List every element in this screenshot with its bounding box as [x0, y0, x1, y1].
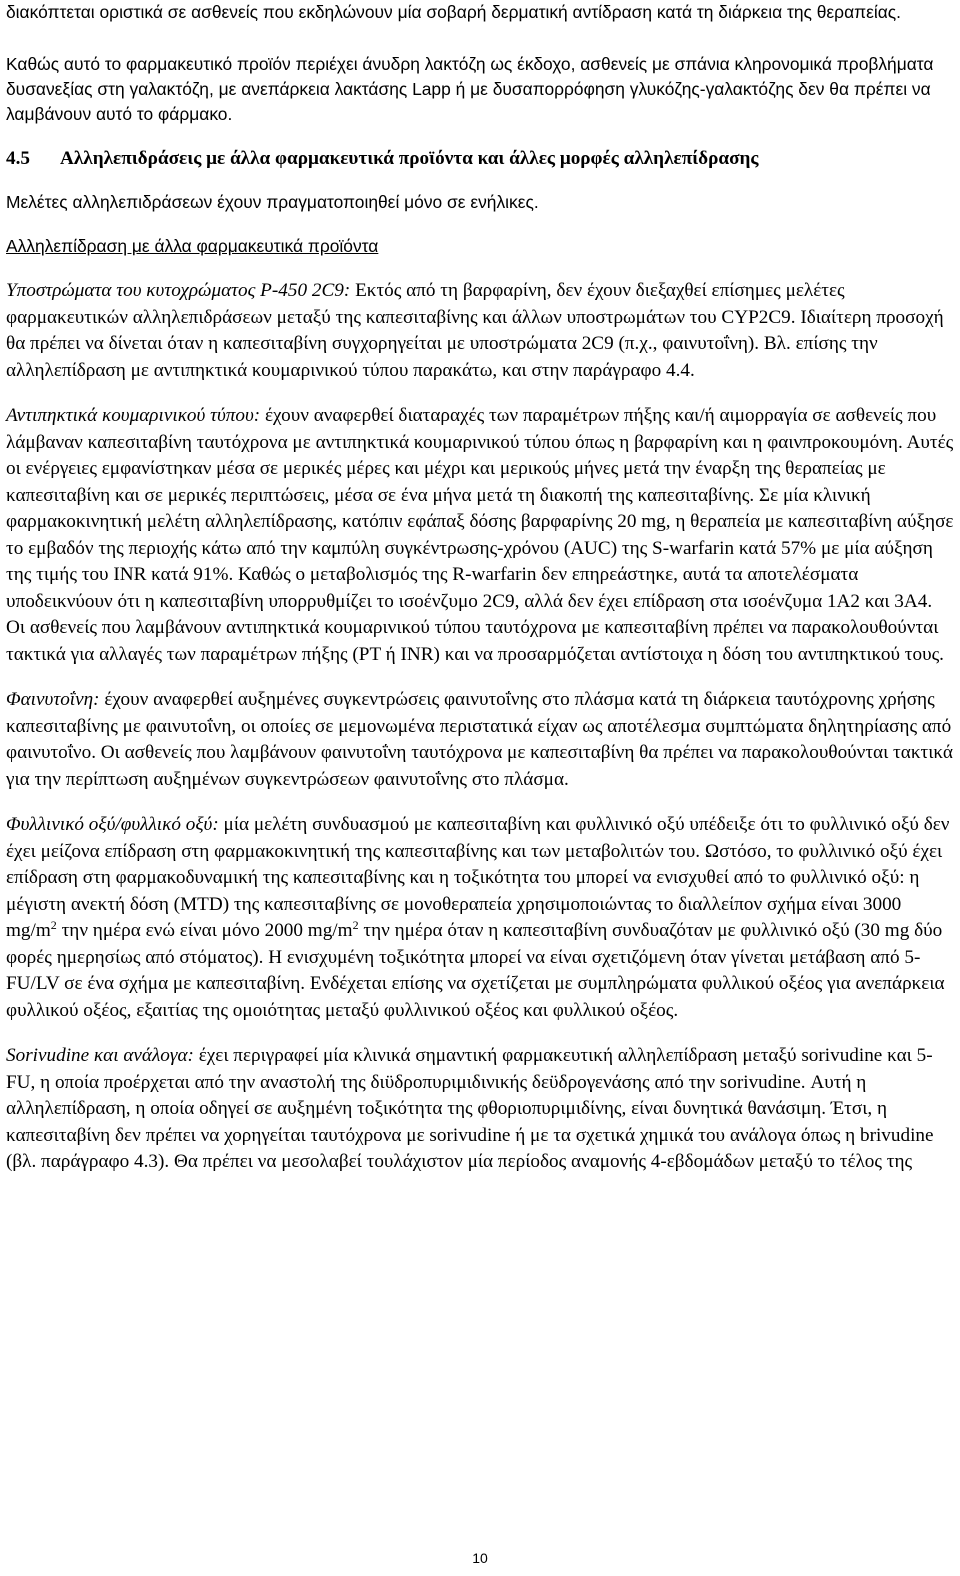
section-title: Αλληλεπιδράσεις με άλλα φαρμακευτικά προϊόντα και άλλες μορφές αλληλεπίδρασης — [60, 148, 759, 169]
cyp2c9-lead: Υποστρώματα του κυτοχρώματος P-450 2C9: — [6, 280, 351, 301]
document-page — [6, 0, 954, 1176]
page-number: 10 — [472, 1550, 488, 1566]
folinic-text-b: την ημέρα ενώ είναι μόνο 2000 mg/m — [56, 920, 353, 941]
paragraph-skin-reaction: διακόπτεται οριστικά σε ασθενείς που εκδηλώνουν μία σοβαρή δερματική αντίδραση κατά τη διάρκεια της θεραπείας. — [6, 2, 902, 22]
sorivudine-lead: Sorivudine και ανάλογα: — [6, 1045, 194, 1066]
paragraph-sorivudine — [6, 1043, 954, 1176]
phenytoin-lead: Φαινυτοΐνη: — [6, 689, 100, 710]
paragraph-folinic-acid — [6, 812, 954, 1024]
anticoagulants-text: έχουν αναφερθεί διαταραχές των παραμέτρων πήξης και/ή αιμορραγία σε ασθενείς που λάμβαναν καπεσιταβίνη ταυτόχρονα με αντιπηκτικά κουμαρινικού τύπου όπως η βαρφαρίνη και η φαινπροκουμόνη. Αυτές οι ενέργειες εμφανίστηκαν μέσα σε μερικές μέρες και μέχρι και μερικούς μήνες μετά την έναρξη της θεραπείας με καπεσιταβίνη και σε μερικές περιπτώσεις, μέσα σε ένα μήνα μετά τη διακοπή της καπεσιταβίνης. Σε μία κλινική φαρμακοκινητική μελέτη αλληλεπίδρασης, κατόπιν εφάπαξ δόσης βαρφαρίνης 20 mg, η θεραπεία με καπεσιταβίνη αύξησε το εμβαδόν της περιοχής κάτω από την καμπύλη συγκέντρωσης-χρόνου (AUC) της S-warfarin κατά 57% με μία αύξηση της τιμής του INR κατά 91%. Καθώς ο μεταβολισμός της R-warfarin δεν επηρεάστηκε, αυτά τα αποτελέσματα υποδεικνύουν ότι η καπεσιταβίνη υπορρυθμίζει το ισοένζυμο 2C9, αλλά δεν έχει επίδραση στα ισοένζυμα 1A2 και 3A4. Οι ασθενείς που λαμβάνουν αντιπηκτικά κουμαρινικού τύπου ταυτόχρονα με καπεσιταβίνη πρέπει να παρακολουθούνται τακτικά για αλλαγές των παραμέτρων πήξης (PT ή INR) και να προσαρμόζεται αντίστοιχα η δόση του αντιπηκτικού τους. — [6, 405, 954, 665]
cyp2c9-text: Εκτός από τη βαρφαρίνη, δεν έχουν διεξαχθεί επίσημες μελέτες φαρμακευτικών αλληλεπιδράσεων μεταξύ της καπεσιταβίνης και άλλων υποστρωμάτων του CYP2C9. Ιδιαίτερη προσοχή θα πρέπει να δίνεται όταν η καπεσιταβίνη συγχορηγείται με υποστρώματα 2C9 (π.χ., φαινυτοΐνη). Βλ. επίσης την αλληλεπίδραση με αντιπηκτικά κουμαρινικού τύπου παρακάτω, και στην παράγραφο 4.4. — [6, 280, 944, 381]
sorivudine-text: έχει περιγραφεί μία κλινικά σημαντική φαρμακευτική αλληλεπίδραση μεταξύ sorivudine και 5-FU, η οποία προέρχεται από την αναστολή της διϋδροπυριμιδινικής δεϋδρογενάσης από την sorivudine. Αυτή η αλληλεπίδραση, η οποία οδηγεί σε αυξημένη τοξικότητα της φθοριοπυριμιδίνης, είναι δυνητικά θανάσιμη. Έτσι, η καπεσιταβίνη δεν πρέπει να χορηγείται ταυτόχρονα με sorivudine ή με τα σχετικά χημικά του ανάλογα όπως η brivudine (βλ. παράγραφο 4.3). Θα πρέπει να μεσολαβεί τουλάχιστον μία περίοδος αναμονής 4-εβδομάδων μεταξύ το τέλος της — [6, 1045, 934, 1172]
paragraph-cyp2c9 — [6, 278, 954, 384]
folinic-lead: Φυλλινικό οξύ/φυλλικό οξύ: — [6, 814, 219, 835]
subheading-interactions: Αλληλεπίδραση με άλλα φαρμακευτικά προϊόντα — [6, 236, 379, 256]
folinic-superscript-a: 2 — [50, 918, 57, 932]
section-heading — [6, 146, 954, 171]
folinic-text-c: την ημέρα όταν η καπεσιταβίνη συνδυαζόταν με φυλλινικό οξύ (30 mg δύο φορές ημερησίως από στόματος). Η ενισχυμένη τοξικότητα μπορεί να είναι σχετιζόμενη όταν γίνεται μετάβαση από 5-FU/LV σε ένα σχήμα με καπεσιταβίνη. Ενδέχεται επίσης να σχετίζεται με συμπληρώματα φυλλικού οξέος για ανεπάρκεια φυλλικού οξέος, εξαιτίας της ομοιότητας μεταξύ φυλλινικού οξέος και φυλλικού οξέος. — [6, 920, 945, 1021]
section-number: 4.5 — [6, 148, 30, 169]
folinic-superscript-b: 2 — [352, 918, 359, 932]
folinic-text-a: μία μελέτη συνδυασμού με καπεσιταβίνη και φυλλινικό οξύ υπέδειξε ότι το φυλλινικό οξύ δεν έχει μείζονα επίδραση στη φαρμακοκινητική της καπεσιταβίνης και των μεταβολιτών του. Ωστόσο, το φυλλινικό οξύ έχει επίδραση στη φαρμακοδυναμική της καπεσιταβίνης και η τοξικότητα του μπορεί να ενισχυθεί από το φυλλινικό οξύ: η μέγιστη ανεκτή δόση (MTD) της καπεσιταβίνης σε μονοθεραπεία χρησιμοποιώντας το διαλλείπον σχήμα είναι 3000 mg/m — [6, 814, 950, 941]
phenytoin-text: έχουν αναφερθεί αυξημένες συγκεντρώσεις φαινυτοΐνης στο πλάσμα κατά τη διάρκεια ταυτόχρονης χρήσης καπεσιταβίνης με φαινυτοΐνη, οι οποίες σε μεμονωμένα περιστατικά είχαν ως αποτέλεσμα συμπτώματα δηλητηρίασης από φαινυτοΐνο. Οι ασθενείς που λαμβάνουν φαινυτοΐνη ταυτόχρονα με καπεσιταβίνη θα πρέπει να παρακολουθούνται τακτικά για την περίπτωση αυξημένων συγκεντρώσεων φαινυτοΐνης στο πλάσμα. — [6, 689, 953, 790]
paragraph-anticoagulants — [6, 403, 954, 668]
paragraph-lactose: Καθώς αυτό το φαρμακευτικό προϊόν περιέχει άνυδρη λακτόζη ως έκδοχο, ασθενείς με σπάνια κληρονομικά προβλήματα δυσανεξίας στη γαλακτόζη, με ανεπάρκεια λακτάσης Lapp ή με δυσαπορρόφηση γλυκόζης-γαλακτόζης δεν θα πρέπει να λαμβάνουν αυτό το φάρμακο. — [6, 54, 934, 124]
paragraph-phenytoin — [6, 687, 954, 793]
anticoagulants-lead: Αντιπηκτικά κουμαρινικού τύπου: — [6, 405, 261, 426]
paragraph-studies-note: Μελέτες αλληλεπιδράσεων έχουν πραγματοποιηθεί μόνο σε ενήλικες. — [6, 192, 539, 212]
